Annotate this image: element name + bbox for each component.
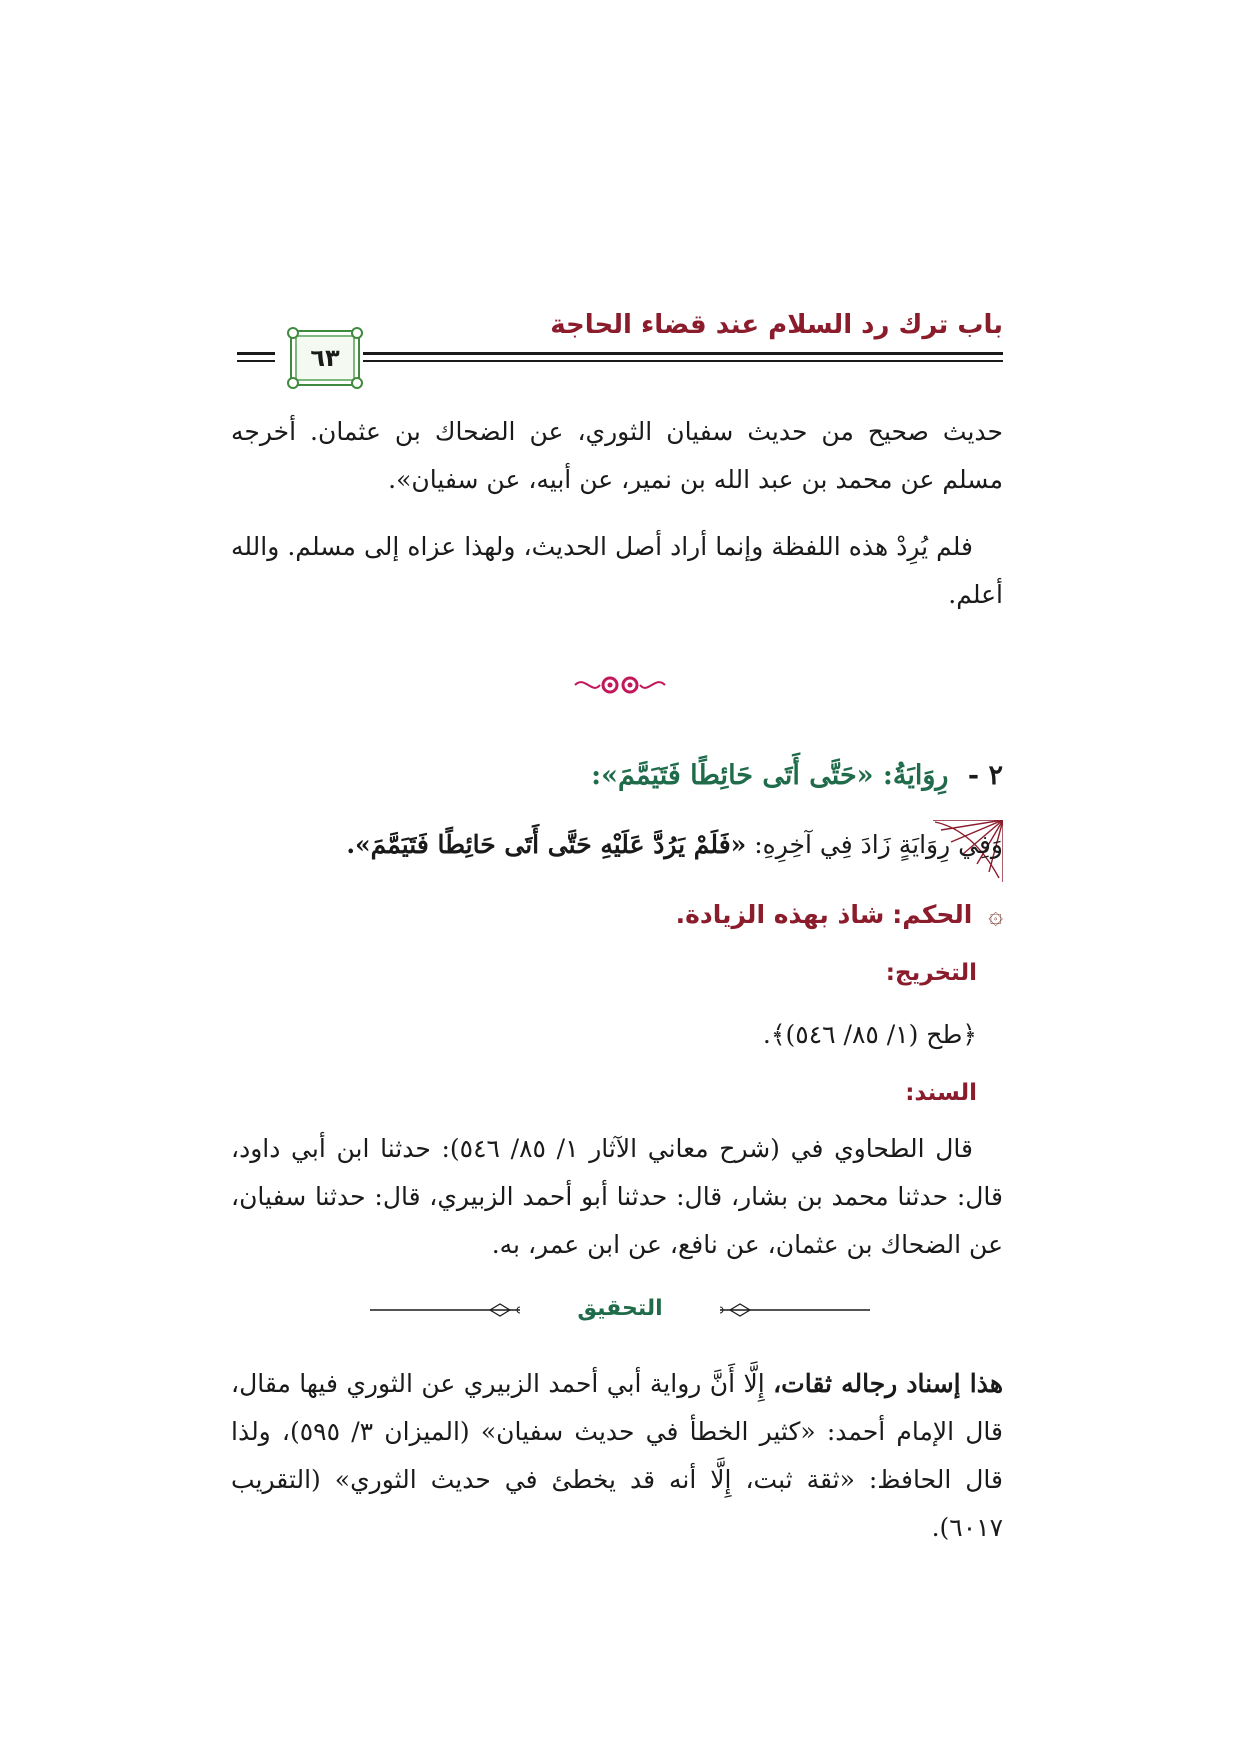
floral-separator-icon — [570, 670, 670, 700]
variant-prefix: وَفِي رِوَايَةٍ زَادَ فِي آخِرِهِ: — [754, 830, 1003, 859]
sanad-text: قال الطحاوي في (شرح معاني الآثار ١/ ٨٥/ ٥٤٦): حدثنا ابن أبي داود، قال: حدثنا محمد بن بشار، قال: حدثنا أبو أحمد الزبيري، قال: حدثنا سفيان، عن الضحاك بن عثمان، عن نافع، عن ابن عمر، به. — [231, 1134, 1003, 1259]
ruling-mark-icon: ۞ — [988, 900, 1003, 929]
paragraph-conclusion: فلم يُرِدْ هذه اللفظة وإنما أراد أصل الحديث، ولهذا عزاه إلى مسلم. والله أعلم. — [231, 532, 1003, 609]
frame-corner-ornament — [351, 327, 363, 339]
tahqiq-text — [231, 1360, 1003, 1552]
takhrij-heading: التخريج: — [885, 960, 977, 986]
variant-quote: «فَلَمْ يَرُدَّ عَلَيْهِ حَتَّى أَتَى حَائِطًا فَتَيَمَّمَ». — [346, 830, 747, 859]
tahqiq-heading: التحقيق — [520, 1296, 720, 1321]
frame-corner-ornament — [287, 327, 299, 339]
ruling-label: الحكم: — [892, 900, 973, 929]
section-number: ٢ - — [967, 760, 1003, 791]
frame-corner-ornament — [351, 377, 363, 389]
running-title: باب ترك رد السلام عند قضاء الحاجة — [550, 310, 1003, 340]
takhrij-reference: ﴿طح (١/ ٨٥/ ٥٤٦)﴾. — [762, 1020, 977, 1049]
ruling-value: شاذ بهذه الزيادة. — [675, 900, 885, 929]
header-rule-left — [237, 352, 275, 355]
header-rule-left-thin — [237, 360, 275, 362]
tahqiq-body: إِلَّا أَنَّ رواية أبي أحمد الزبيري عن الثوري فيها مقال، قال الإمام أحمد: «كثير الخطأ في حديث سفيان» (الميزان ٣/ ٥٩٥)، ولذا قال الحافظ: «ثقة ثبت، إِلَّا أنه قد يخطئ في حديث الثوري» (التقريب ٦٠١٧). — [231, 1369, 1003, 1542]
tahqiq-lead: هذا إسناد رجاله ثقات، — [773, 1369, 1004, 1398]
ruling-line — [231, 900, 1003, 929]
header-rule-thin — [363, 360, 1003, 362]
frame-corner-ornament — [287, 377, 299, 389]
section-heading — [231, 760, 1003, 791]
section-title: رِوَايَةُ: «حَتَّى أَتَى حَائِطًا فَتَيَمَّمَ»: — [591, 760, 949, 791]
sanad-heading: السند: — [905, 1080, 977, 1106]
page-number: ٦٣ — [310, 344, 340, 372]
paragraph-hadith-grading: حديث صحيح من حديث سفيان الثوري، عن الضحاك بن عثمان. أخرجه مسلم عن محمد بن عبد الله بن نمير، عن أبيه، عن سفيان». — [231, 417, 1003, 494]
variant-narration — [231, 830, 1003, 859]
page-number-frame — [290, 330, 360, 386]
header-rule — [363, 352, 1003, 355]
